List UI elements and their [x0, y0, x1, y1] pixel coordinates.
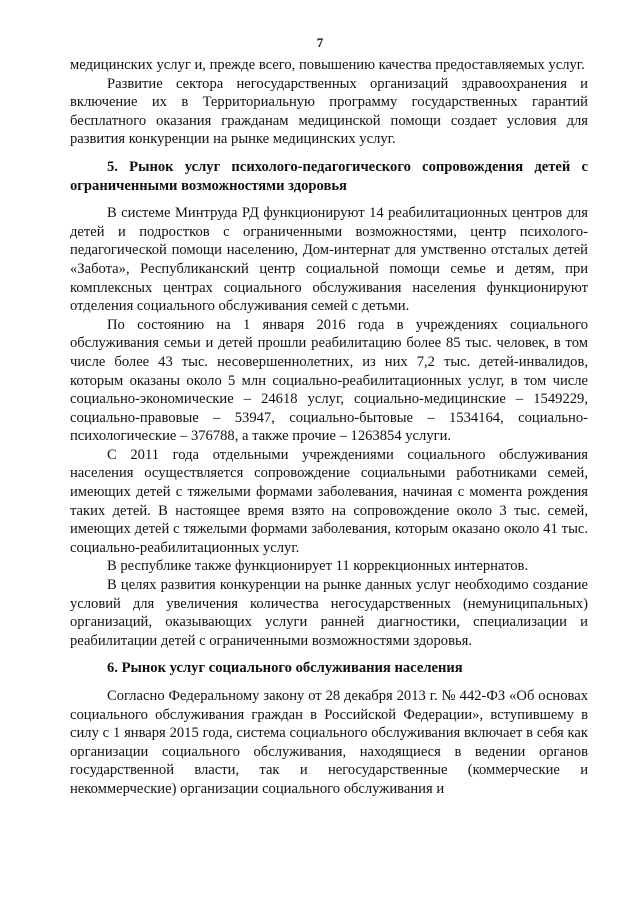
- paragraph-continuation: медицинских услуг и, прежде всего, повышению качества предоставляемых услуг.: [70, 57, 585, 73]
- page-body: [70, 56, 588, 799]
- paragraph-family-support: С 2011 года отдельными учреждениями социального обслуживания населения осуществляется сопровождение социальными работниками семей, имеющих детей с тяжелыми формами заболевания, начиная с момента рождения таких детей. В настоящее время взято на сопровождение около 3 тыс. семей, имеющих детей с тяжелыми формами заболевания, которым оказано около 41 тыс. социально-реабилитационных услуг.: [70, 446, 588, 556]
- paragraph-nongov-healthcare: Развитие сектора негосударственных организаций здравоохранения и включение их в Территориальную программу государственных гарантий бесплатного оказания гражданам медицинской помощи создает условия для развития конкуренции на рынке медицинских услуг.: [70, 75, 588, 148]
- section-heading-6: 6. Рынок услуг социального обслуживания населения: [107, 660, 463, 677]
- page-number: 7: [316, 35, 324, 50]
- section-heading-5: 5. Рынок услуг психолого-педагогического сопровождения детей с ограниченными возможностями здоровья: [70, 158, 588, 194]
- paragraph-rehabilitation-stats: По состоянию на 1 января 2016 года в учреждениях социального обслуживания семьи и детей прошли реабилитацию более 85 тыс. человек, в том числе более 43 тыс. несовершеннолетних, из них 7,2 тыс. детей-инвалидов, которым оказаны около 5 млн социально-реабилитационных услуг, в том числе социально-экономические – 24618 услуг, социально-медицинские – 1549229, социально-правовые – 53947, социально-бытовые – 1534164, социально-психологические – 376788, а также прочие – 1263854 услуги.: [70, 316, 588, 445]
- paragraph-correctional-boarding: В республике также функционирует 11 коррекционных интернатов.: [107, 558, 529, 575]
- paragraph-mintrud-centers: В системе Минтруда РД функционируют 14 реабилитационных центров для детей и подростков с ограниченными возможностями, центр психолого-педагогической помощи населению, Дом-интернат для умственно отсталых детей «Забота», Республиканский центр социальной помощи семье и детям, при комплексных центрах социального обслуживания населения функционируют отделения социального обслуживания семей с детьми.: [70, 205, 588, 315]
- paragraph-federal-law: Согласно Федеральному закону от 28 декабря 2013 г. № 442-ФЗ «Об основах социального обслуживания граждан в Российской Федерации», вступившему в силу с 1 января 2015 года, система социального обслуживания включает в себя как организации социального обслуживания, находящиеся в ведении органов государственной власти, так и негосударственные (коммерческие и некоммерческие) организации социального обслуживания и: [70, 688, 588, 797]
- paragraph-competition-goals: В целях развития конкуренции на рынке данных услуг необходимо создание условий для увеличения количества негосударственных (немуниципальных) организаций, оказывающих услуги ранней диагностики, специализации и реабилитации детей с ограниченными возможностями здоровья.: [70, 577, 588, 649]
